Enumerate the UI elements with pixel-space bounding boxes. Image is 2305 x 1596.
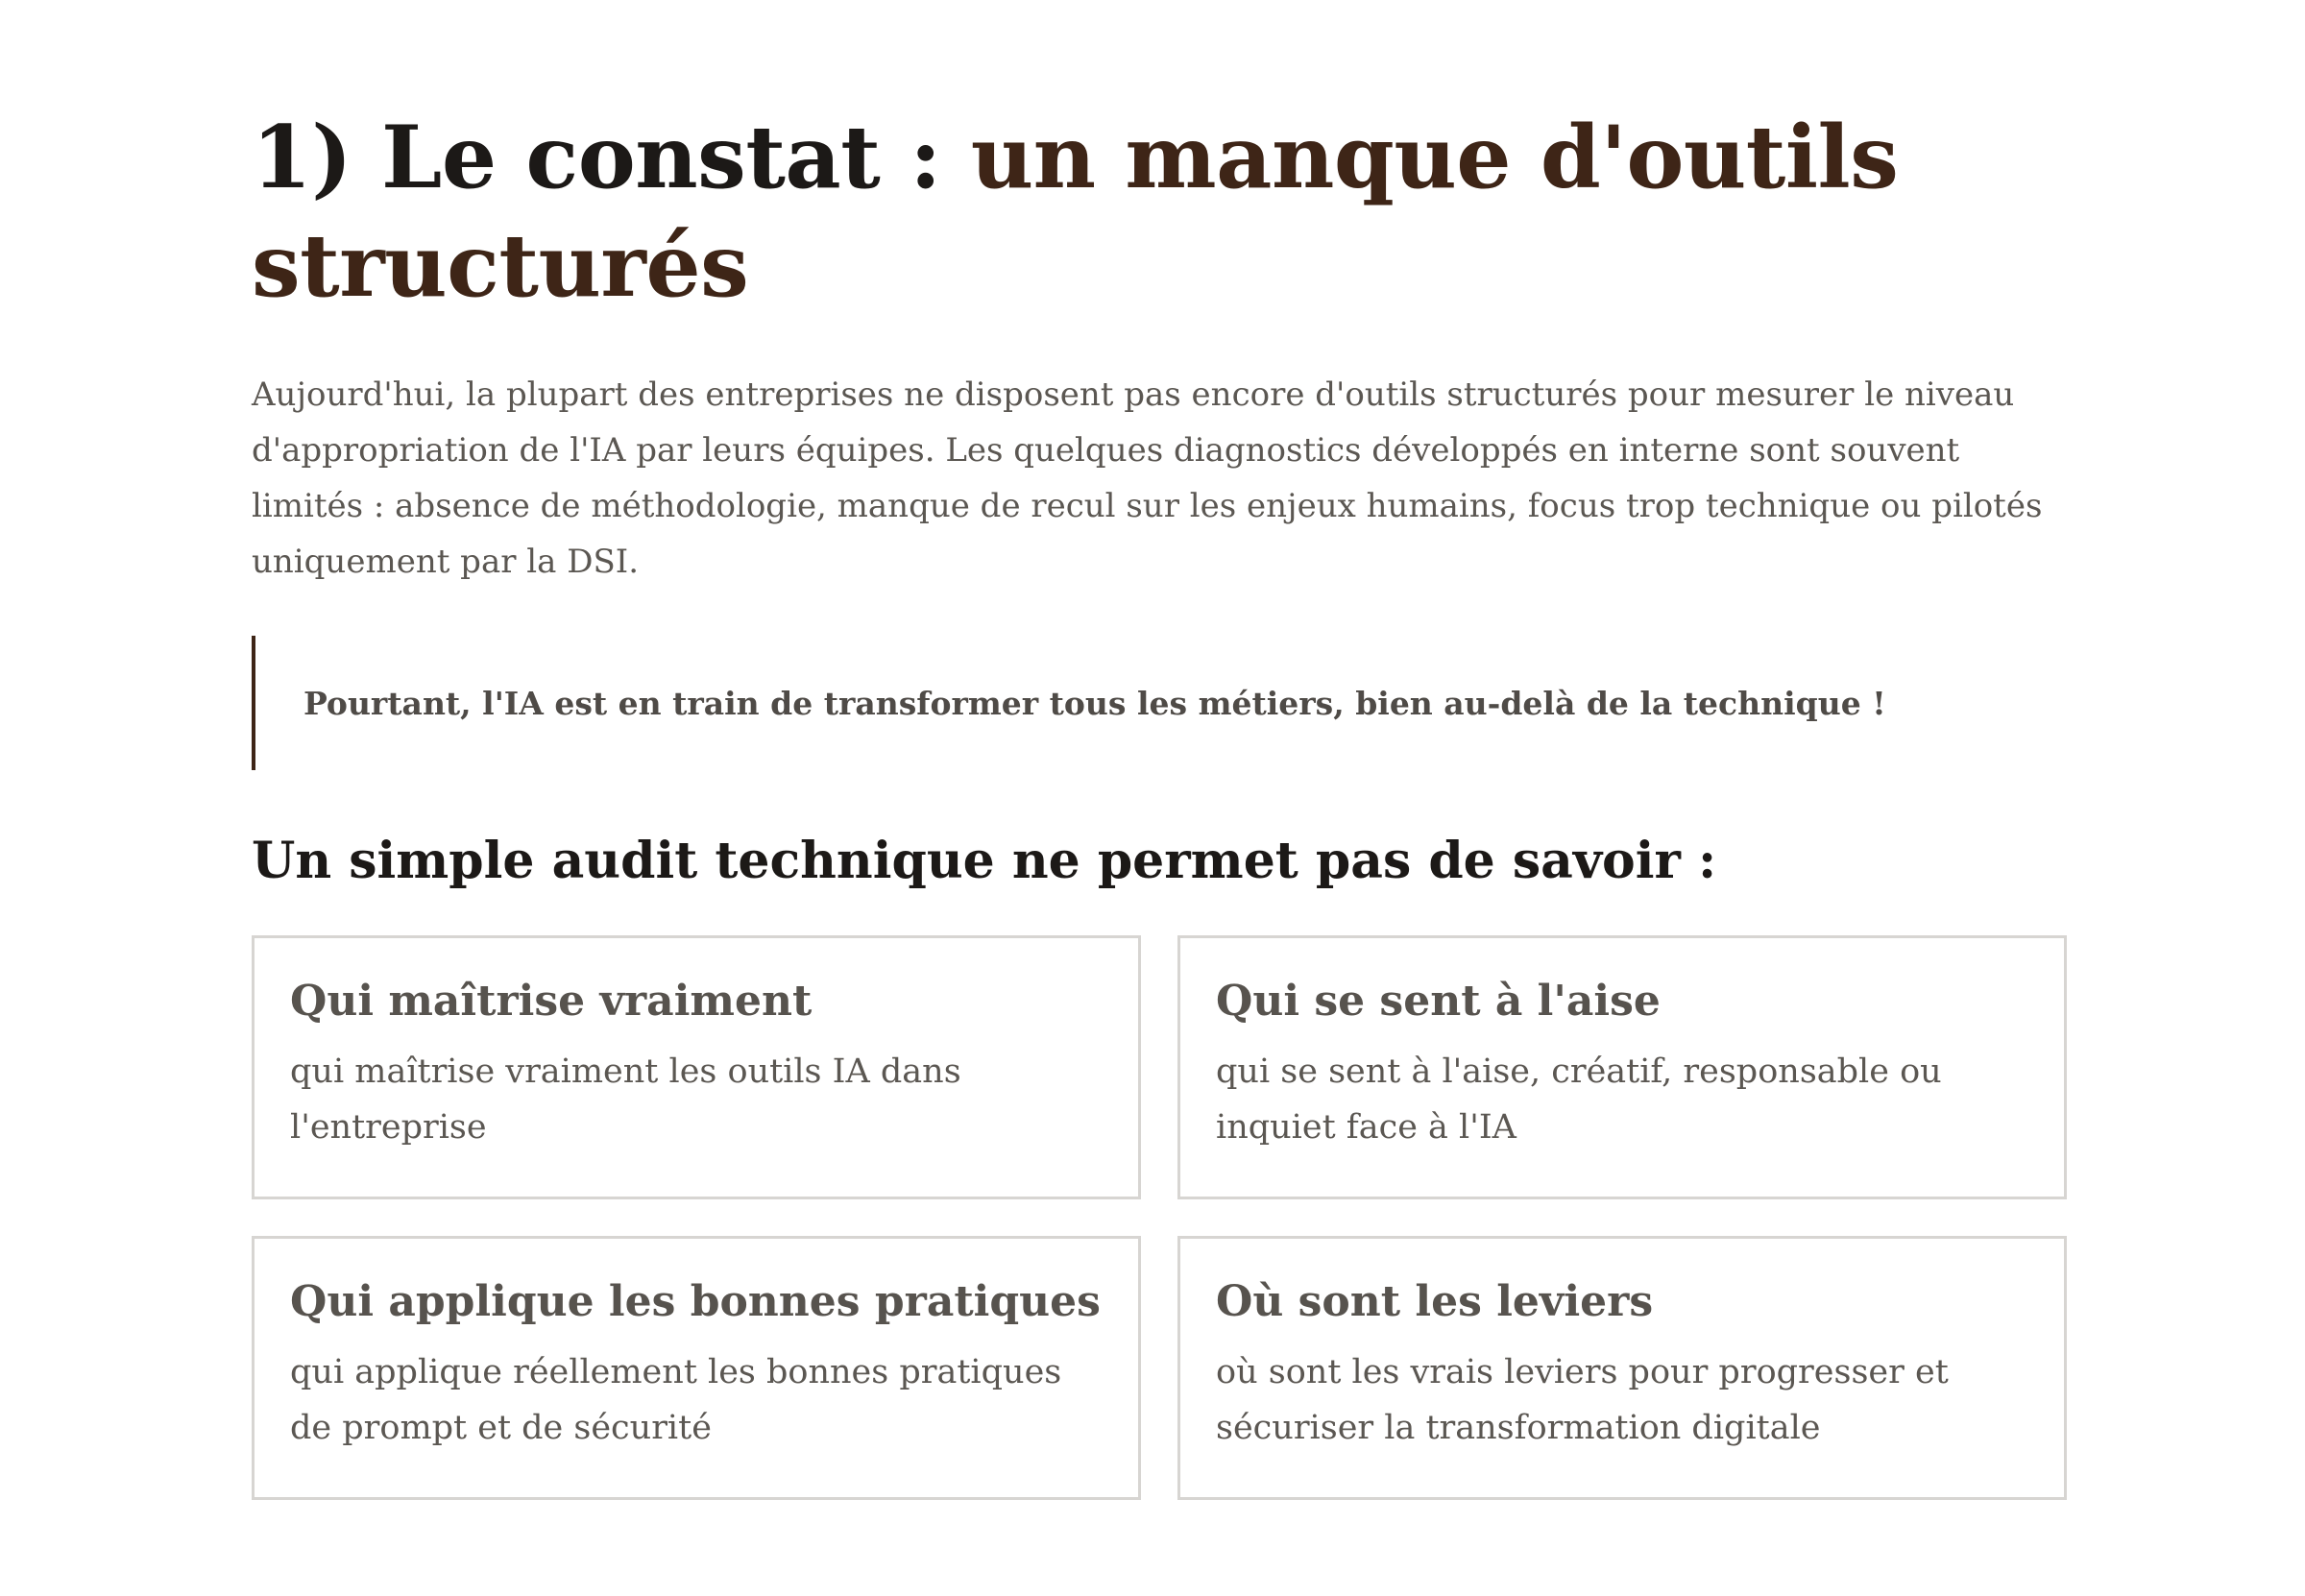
card-title: Qui maîtrise vraiment <box>290 977 813 1026</box>
card-title: Où sont les leviers <box>1216 1277 1654 1326</box>
card-title: Qui applique les bonnes pratiques <box>290 1277 1101 1326</box>
intro-paragraph: Aujourd'hui, la plupart des entreprises ne disposent pas encore d'outils structurés pour mesurer le niveau d'appropriation de l'IA par leurs équipes. Les quelques diagnostics développés en interne sont souvent limités : absence de méthodologie, manque de recul sur les enjeux humains, focus trop technique ou pilotés uniquement par la DSI. <box>252 375 2043 581</box>
card-title: Qui se sent à l'aise <box>1216 977 1661 1026</box>
card-text: qui se sent à l'aise, créatif, responsable ou inquiet face à l'IA <box>1216 1052 1942 1147</box>
card-text: qui applique réellement les bonnes pratiques de prompt et de sécurité <box>290 1353 1062 1447</box>
card-text: qui maîtrise vraiment les outils IA dans l'entreprise <box>290 1052 961 1147</box>
cards-grid <box>252 935 2067 1500</box>
card-qui-se-sent <box>1177 935 2067 1199</box>
section-title-accent: un manque d'outils structurés <box>252 107 1899 317</box>
card-text: où sont les vrais leviers pour progresser et sécuriser la transformation digitale <box>1216 1353 1949 1447</box>
card-qui-maitrise <box>252 935 1141 1199</box>
card-leviers <box>1177 1236 2067 1500</box>
section-title-prefix: 1) Le constat : <box>252 107 971 208</box>
card-bonnes-pratiques <box>252 1236 1141 1500</box>
callout-text: Pourtant, l'IA est en train de transformer tous les métiers, bien au-delà de la technique ! <box>303 684 1886 722</box>
section-subtitle: Un simple audit technique ne permet pas de savoir : <box>252 832 1717 890</box>
callout-quote <box>252 636 2067 770</box>
section-title <box>252 104 2067 321</box>
main-content <box>252 104 2067 1500</box>
